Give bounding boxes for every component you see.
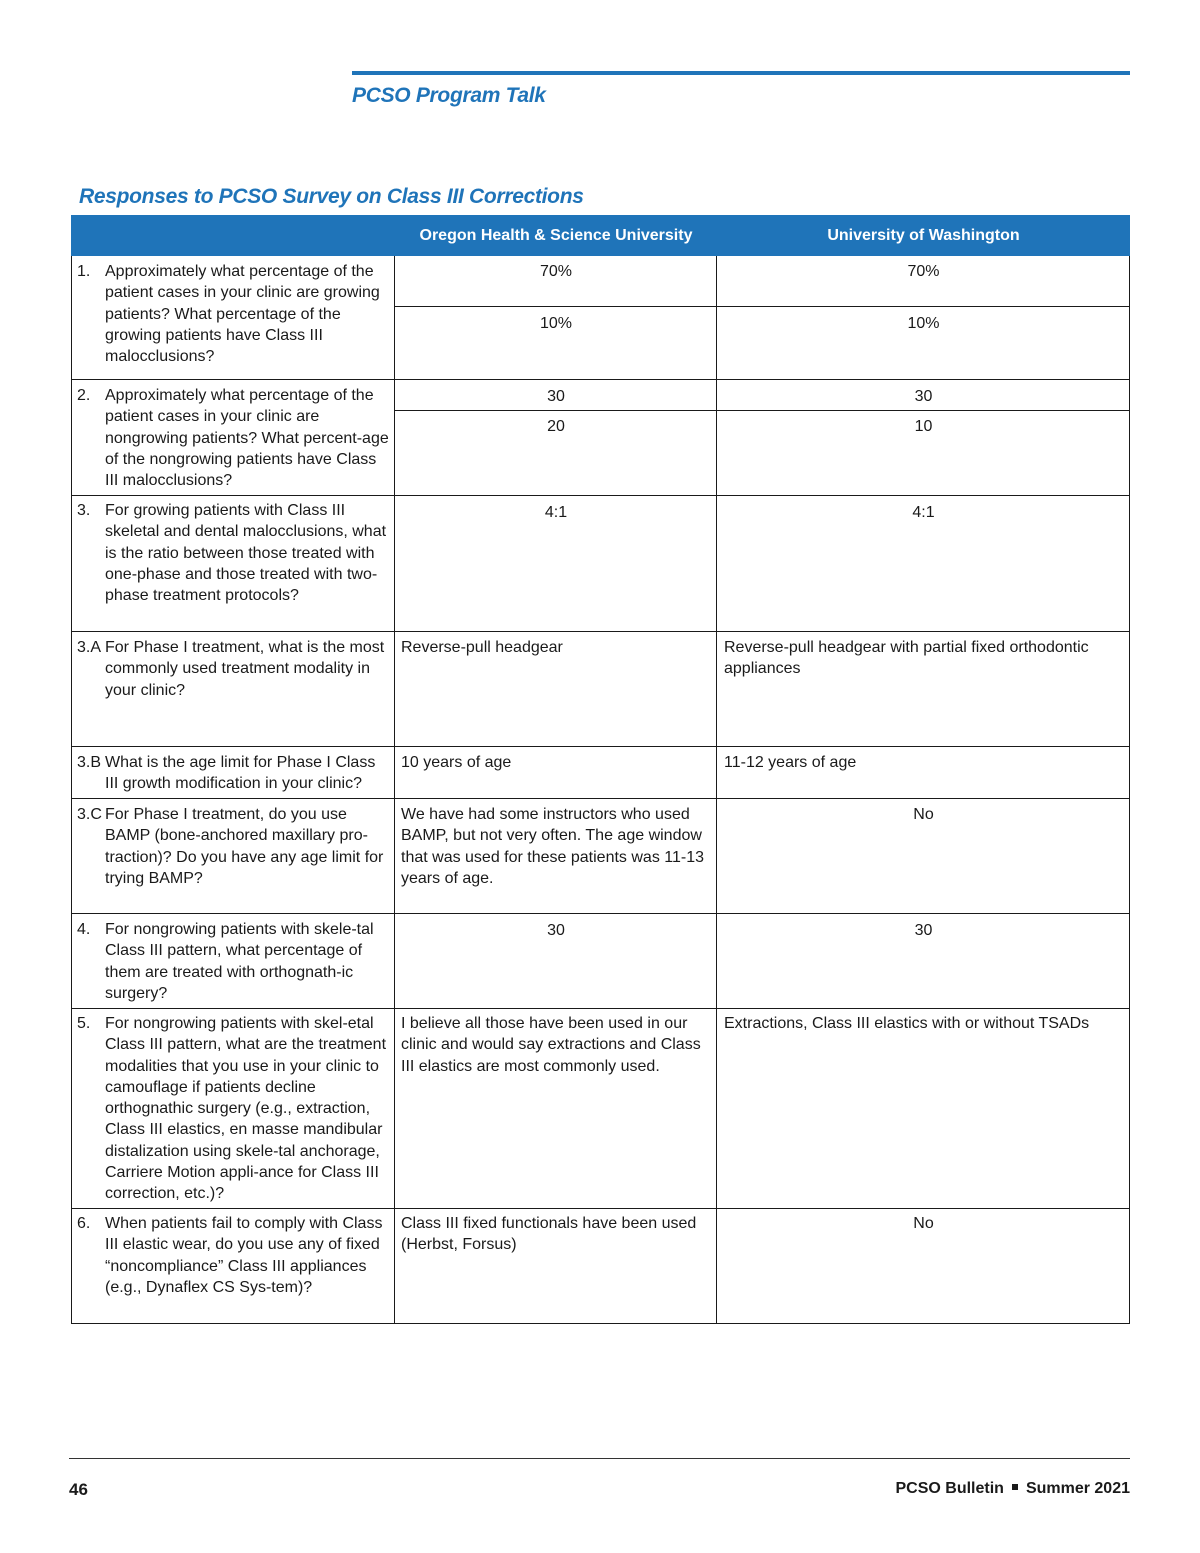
question-text: For growing patients with Class III skeletal and dental malocclusions, what is the ratio between those treated with one-phase and those treated with two-phase treatment protocols? [105, 502, 387, 605]
answer-uw: Reverse-pull headgear with partial fixed orthodontic appliances [724, 639, 1089, 678]
table-row [77, 500, 391, 606]
table-row [77, 1013, 391, 1205]
answer-ohsu: I believe all those have been used in our clinic and would say extractions and Class III elastics are most commonly used. [401, 1015, 701, 1075]
table-row [77, 637, 391, 701]
question-text: For Phase I treatment, what is the most commonly used treatment modality in your clinic? [105, 639, 385, 699]
question-number: 3.C [77, 806, 102, 823]
table-border-bottom [71, 1323, 1130, 1324]
row-divider [71, 798, 1130, 799]
question-number: 3.B [77, 754, 102, 771]
table-row [77, 919, 391, 1004]
survey-table [71, 256, 1130, 1324]
answer-uw: 4:1 [912, 504, 935, 521]
footer-publication [895, 1480, 1130, 1498]
question-text: Approximately what percentage of the patient cases in your clinic are growing patients? What percentage of the growing patients have Class III malocclusions? [105, 263, 380, 366]
question-text: For nongrowing patients with skele-tal Class III pattern, what percentage of them are treated with orthognath-ic surgery? [105, 921, 374, 1002]
answer-uw: 70% [907, 263, 940, 280]
row-divider [71, 746, 1130, 747]
question-number: 1. [77, 263, 91, 280]
subrow-divider [394, 306, 1130, 307]
table-border-left [71, 256, 72, 1324]
question-text: For Phase I treatment, do you use BAMP (bone-anchored maxillary pro-traction)? Do you have any age limit for trying BAMP? [105, 806, 384, 887]
row-divider [71, 913, 1130, 914]
table-row [77, 1213, 391, 1298]
question-number: 6. [77, 1215, 91, 1232]
question-text: For nongrowing patients with skel-etal Class III pattern, what are the treatment modalities that you use in your clinic to camouflage if patients decline orthognathic surgery (e.g., extraction, Class III elastics, en masse mandibular distalization using skele-tal anchorage, Carriere Motion appli-ance for Class III correction, etc.)? [105, 1015, 387, 1203]
question-text: When patients fail to comply with Class III elastic wear, do you use any of fixed “noncompliance” Class III appliances (e.g., Dynaflex CS Sys-tem)? [105, 1215, 383, 1296]
table-header [71, 215, 1130, 256]
square-bullet-icon [1012, 1484, 1018, 1490]
question-text: What is the age limit for Phase I Class III growth modification in your clinic? [105, 754, 376, 793]
table-row [77, 752, 391, 795]
answer-uw: 11-12 years of age [724, 754, 857, 771]
answer-ohsu: 30 [547, 922, 565, 939]
answer-uw: 10% [907, 315, 940, 332]
question-number: 4. [77, 921, 91, 938]
answer-ohsu: 20 [547, 418, 565, 435]
answer-uw: 10 [914, 418, 933, 435]
question-number: 5. [77, 1015, 91, 1032]
table-title: Responses to PCSO Survey on Class III Corrections [79, 185, 584, 208]
top-rule [352, 71, 1130, 75]
column-header-uw: University of Washington [827, 227, 1020, 244]
question-text: Approximately what percentage of the patient cases in your clinic are nongrowing patients? What percent-age of the nongrowing patients have Class III malocclusions? [105, 387, 389, 490]
question-number: 2. [77, 387, 91, 404]
row-divider [71, 1208, 1130, 1209]
answer-ohsu: We have had some instructors who used BAMP, but not very often. The age window that was used for these patients was 11-13 years of age. [401, 806, 704, 887]
question-number: 3.A [77, 639, 102, 656]
page-number: 46 [69, 1480, 88, 1499]
answer-ohsu: 10% [539, 315, 573, 332]
answer-ohsu: 70% [539, 263, 573, 280]
row-divider [71, 631, 1130, 632]
table-row [77, 385, 391, 491]
answer-uw: 30 [914, 922, 933, 939]
answer-ohsu: 30 [547, 388, 565, 405]
answer-ohsu: 10 years of age [401, 754, 512, 771]
answer-uw: No [913, 806, 934, 823]
issue-date: Summer 2021 [1025, 1480, 1130, 1497]
publication-name: PCSO Bulletin [895, 1480, 1004, 1497]
row-divider [71, 1008, 1130, 1009]
answer-ohsu: 4:1 [544, 504, 568, 521]
answer-ohsu: Reverse-pull headgear [401, 639, 563, 656]
answer-ohsu: Class III fixed functionals have been used (Herbst, Forsus) [401, 1215, 697, 1254]
row-divider [71, 495, 1130, 496]
answer-uw: No [913, 1215, 934, 1232]
section-label: PCSO Program Talk [352, 84, 546, 107]
answer-uw: 30 [914, 388, 933, 405]
column-header-ohsu: Oregon Health & Science University [419, 227, 693, 244]
question-number: 3. [77, 502, 91, 519]
subrow-divider [394, 410, 1130, 411]
row-divider [71, 379, 1130, 380]
answer-uw: Extractions, Class III elastics with or without TSADs [724, 1015, 1090, 1032]
footer-rule [69, 1458, 1130, 1459]
table-row [77, 261, 391, 367]
table-row [77, 804, 391, 889]
